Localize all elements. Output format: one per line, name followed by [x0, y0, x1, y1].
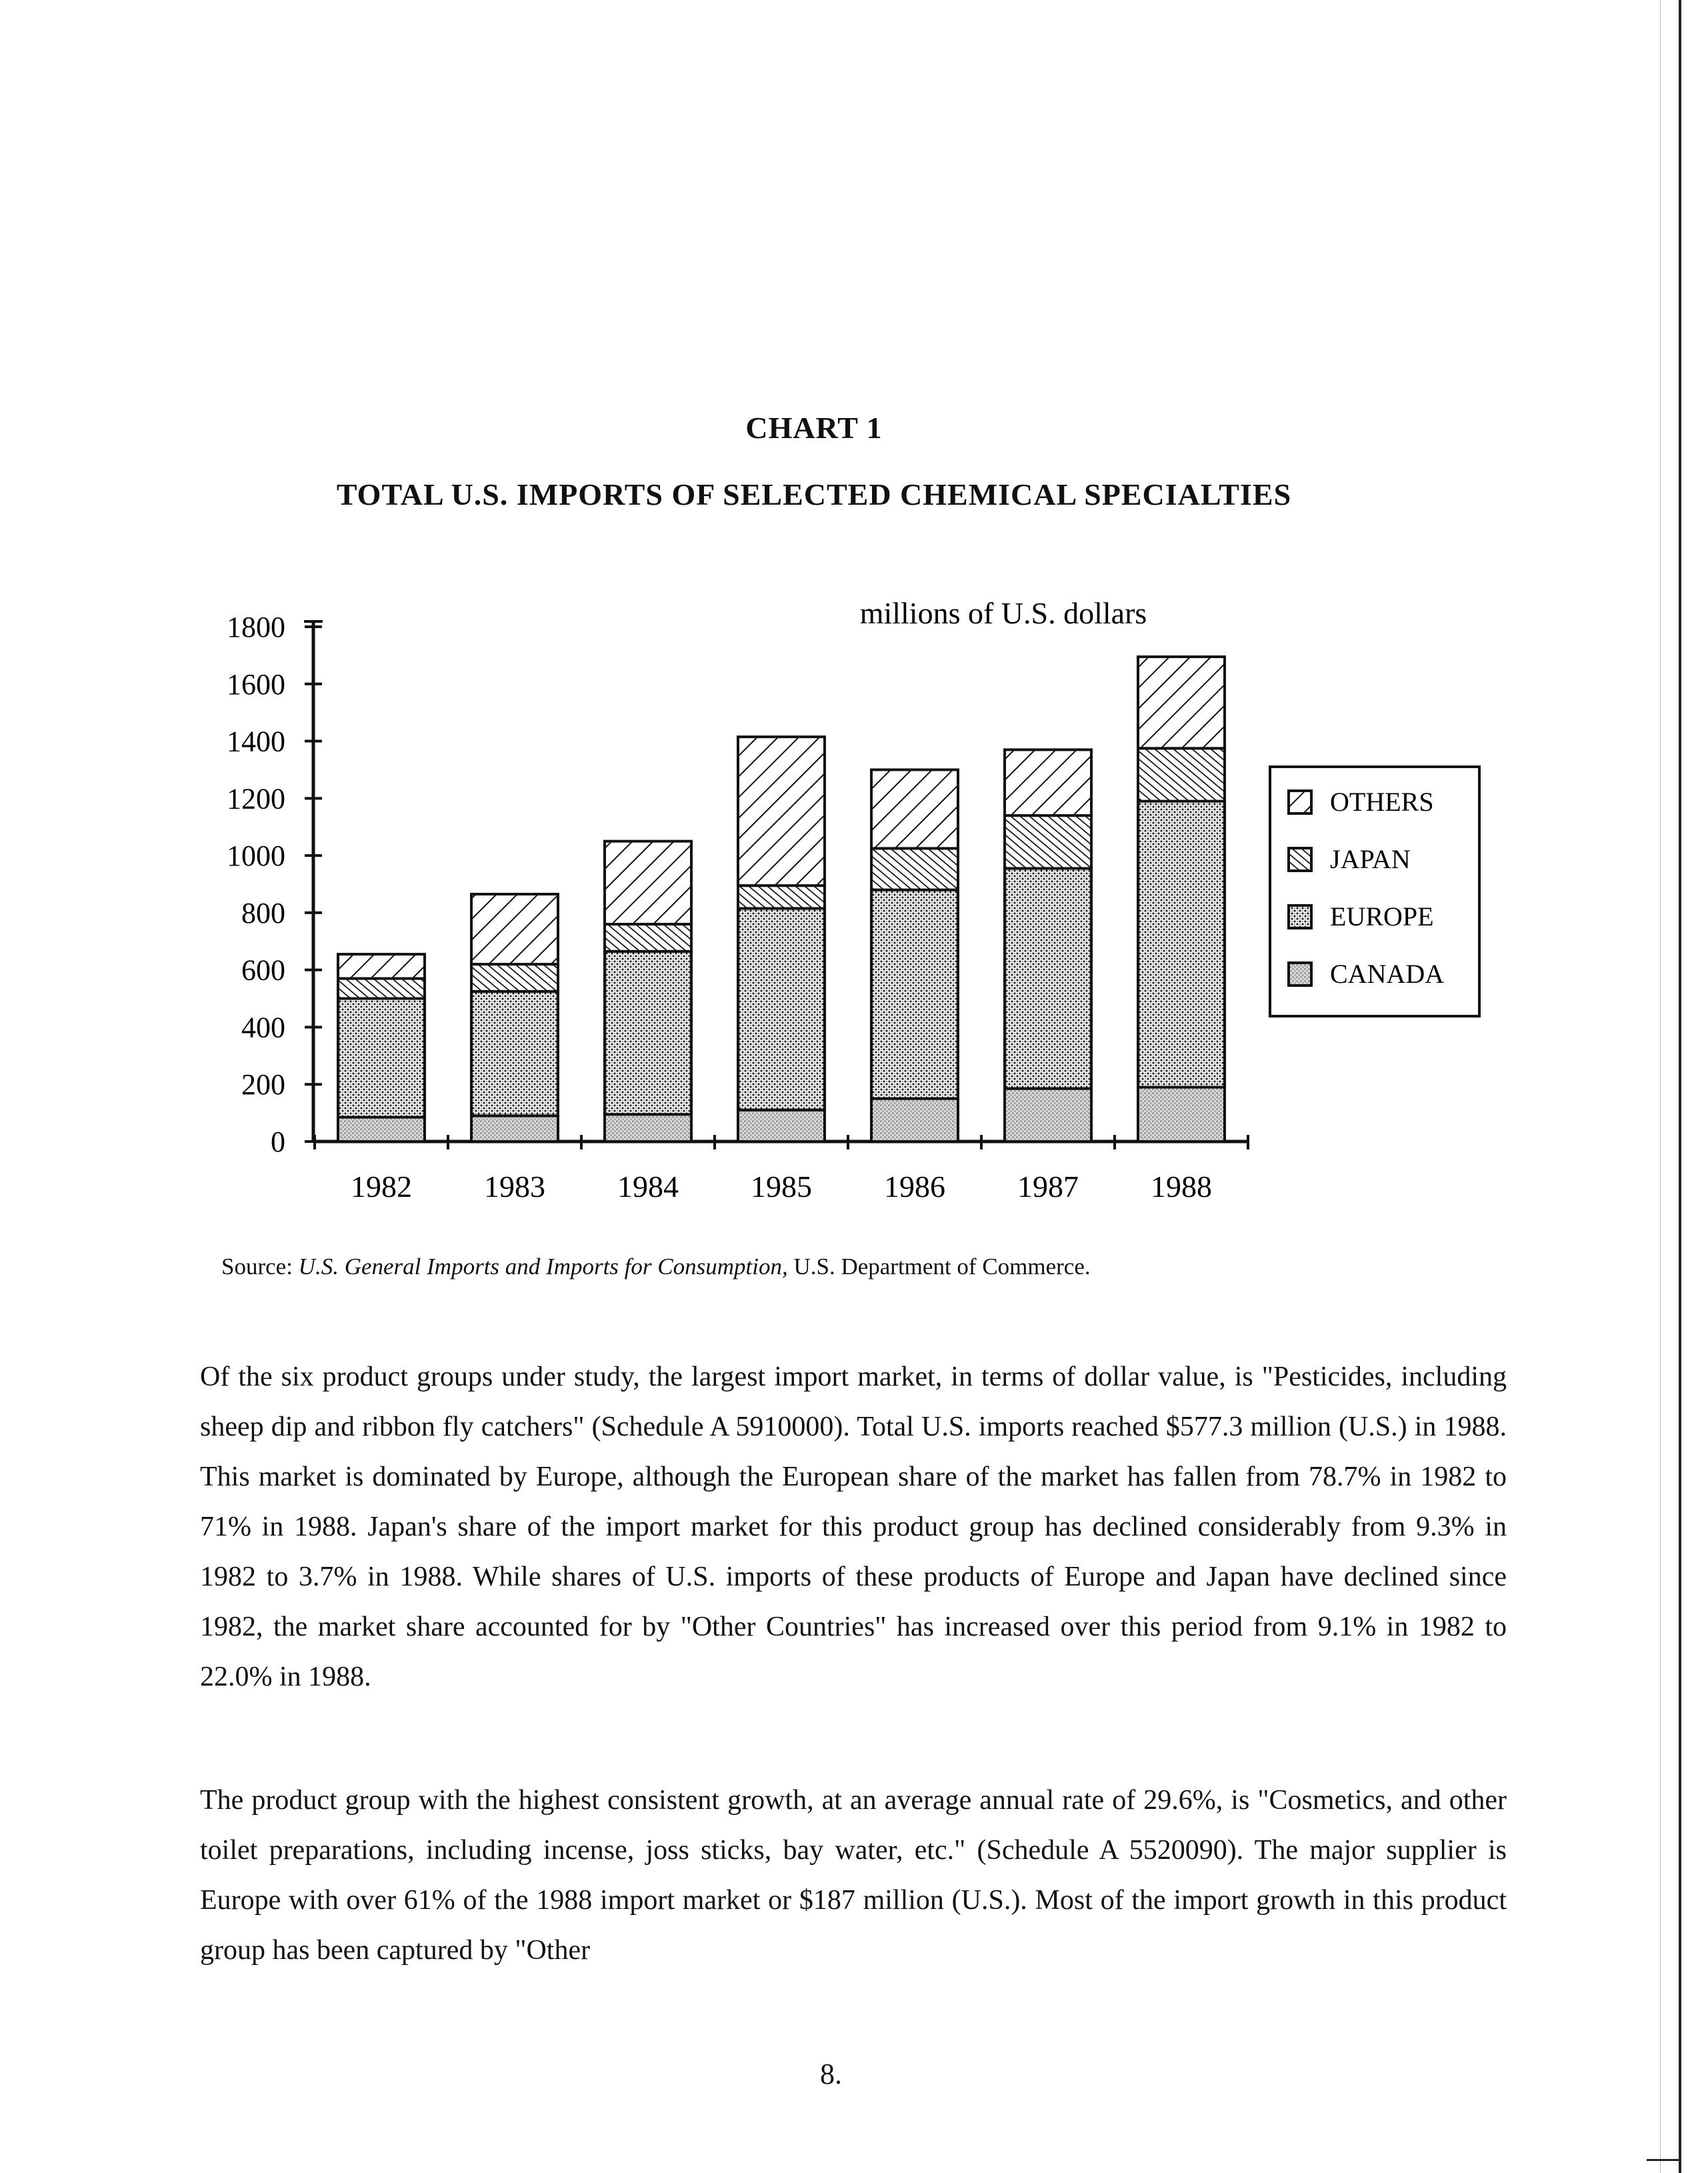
body-paragraph-2: The product group with the highest consistent growth, at an average annual rate of 29.6%, is "Cosmetics, and other toilet preparations, including incense, joss sticks, bay water, etc." (Schedule A 5520090). The major supplier is Europe with over 61% of the 1988 import market or $187 million (U.S.). Most of the import growth in this product group has been captured by "Other: [200, 1785, 1507, 1966]
bar-segment-canada-1988: [1138, 1088, 1225, 1142]
x-tick-label: 1986: [884, 1170, 945, 1204]
bar-segment-europe-1984: [605, 951, 691, 1114]
bar-segment-others-1986: [871, 769, 958, 848]
x-tick-label: 1985: [751, 1170, 812, 1204]
chart-source: [221, 1254, 1091, 1280]
x-tick-label: 1982: [351, 1170, 412, 1204]
bar-segment-europe-1983: [471, 991, 558, 1116]
y-tick-label: 1400: [227, 725, 285, 758]
bar-segment-others-1982: [338, 954, 425, 978]
legend-label-europe: EUROPE: [1330, 901, 1434, 931]
bar-segment-canada-1983: [471, 1116, 558, 1142]
y-tick-label: 600: [241, 953, 285, 987]
legend-swatch-others: [1289, 791, 1311, 813]
bar-segment-europe-1986: [871, 890, 958, 1099]
bar-segment-europe-1988: [1138, 801, 1225, 1088]
bar-segment-japan-1983: [471, 964, 558, 991]
y-tick-label: 1000: [227, 839, 285, 873]
y-tick-label: 1800: [227, 611, 285, 643]
bar-segment-japan-1985: [738, 885, 825, 908]
bar-segment-canada-1986: [871, 1099, 958, 1142]
legend-swatch-europe: [1289, 905, 1311, 928]
bar-segment-japan-1986: [871, 848, 958, 889]
y-tick-label: 800: [241, 896, 285, 929]
bar-segment-others-1987: [1005, 749, 1091, 815]
bar-segment-japan-1984: [605, 924, 691, 951]
legend-swatch-japan: [1289, 848, 1311, 871]
chart-heading: CHART 1: [745, 411, 883, 445]
bar-segment-canada-1987: [1005, 1089, 1091, 1142]
bar-segment-japan-1988: [1138, 748, 1225, 801]
legend-label-others: OTHERS: [1330, 787, 1434, 817]
y-tick-label: 400: [241, 1011, 285, 1044]
chart-legend: [1270, 767, 1479, 1016]
source-title: U.S. General Imports and Imports for Consumption,: [298, 1254, 788, 1280]
bar-segment-others-1983: [471, 894, 558, 964]
x-tick-label: 1983: [484, 1170, 545, 1204]
scan-corner-mark: [1647, 2159, 1680, 2161]
bar-segment-canada-1985: [738, 1110, 825, 1142]
legend-label-canada: CANADA: [1330, 959, 1445, 989]
x-tick-label: 1987: [1017, 1170, 1079, 1204]
bar-segment-europe-1982: [338, 999, 425, 1118]
unit-label: millions of U.S. dollars: [859, 596, 1147, 630]
bar-segment-others-1988: [1138, 657, 1225, 748]
y-tick-label: 200: [241, 1068, 285, 1102]
chart-subheading: TOTAL U.S. IMPORTS OF SELECTED CHEMICAL SPECIALTIES: [336, 477, 1292, 511]
y-tick-label: 1200: [227, 782, 285, 815]
x-tick-label: 1988: [1151, 1170, 1212, 1204]
bar-segment-canada-1982: [338, 1118, 425, 1142]
bar-segment-canada-1984: [605, 1114, 691, 1142]
bar-segment-others-1985: [738, 737, 825, 885]
chart-bars: [338, 657, 1225, 1142]
page-number: 8.: [820, 2058, 842, 2090]
bar-segment-others-1984: [605, 841, 691, 924]
source-publisher: U.S. Department of Commerce.: [793, 1254, 1091, 1280]
bar-segment-japan-1982: [338, 979, 425, 999]
legend-swatch-canada: [1289, 963, 1311, 985]
source-label: Source:: [221, 1254, 293, 1280]
y-tick-label: 1600: [227, 667, 285, 701]
y-tick-label: 0: [271, 1126, 285, 1158]
x-tick-label: 1984: [617, 1170, 679, 1204]
bar-segment-europe-1985: [738, 908, 825, 1110]
body-paragraph-1: Of the six product groups under study, the largest import market, in terms of dollar value, is "Pesticides, including sheep dip and ribbon fly catchers" (Schedule A 5910000). Total U.S. imports reached $577.3 million (U.S.) in 1988. This market is dominated by Europe, although the European share of the market has fallen from 78.7% in 1982 to 71% in 1988. Japan's share of the import market for this product group has declined considerably from 9.3% in 1982 to 3.7% in 1988. While shares of U.S. imports of these products of Europe and Japan have declined since 1982, the market share accounted for by "Other Countries" has increased over this period from 9.1% in 1982 to 22.0% in 1988.: [200, 1362, 1507, 1692]
legend-label-japan: JAPAN: [1330, 844, 1411, 874]
bar-segment-europe-1987: [1005, 868, 1091, 1088]
bar-segment-japan-1987: [1005, 815, 1091, 868]
